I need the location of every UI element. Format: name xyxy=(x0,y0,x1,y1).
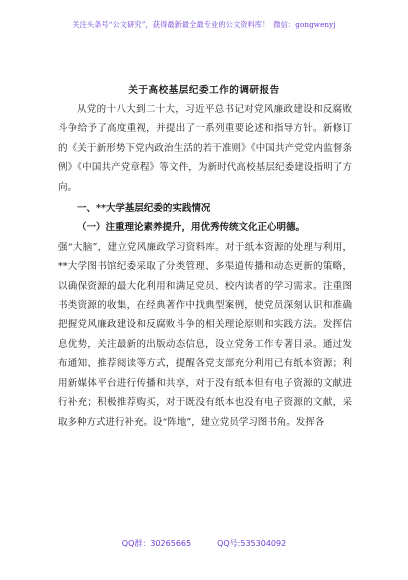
section-heading: 一、**大学基层纪委的实践情况 xyxy=(77,203,211,215)
header-notice-text: 关注头条号“公文研究”，获得最新最全最专业的公文资料库！ xyxy=(72,20,270,29)
header-wechat-text: 微信：gongwenyj xyxy=(273,20,336,29)
page-footer xyxy=(0,538,408,549)
subsection-body-paragraph: 强“大脑”，建立党风廉政学习资料库。对于纸本资源的处理与利用，**大学图书馆纪委采取了分类管理、多渠道传播和动态更新的策略，以确保资源的最大化利用和满足党员、校内读者的学习需求。注重图书类资源的收集，在经典著作中找典型案例，使党员深刻认识和准确把握党风廉政建设和反腐败斗争的相关理论原则和实践方法。发挥信息优势，关注最新的出版动态信息，设立党务工作专著目录。通过发布通知、推荐阅读等方式，提醒各党支部充分利用已有纸本资源；利用新媒体平台进行传播和共享，对于没有纸本但有电子资源的文献进行补充；积极推荐购买，对于既没有纸本也没有电子资源的文献，采取多种方式进行补充。设“阵地”，建立党员学习图书角。发挥各 xyxy=(58,241,352,428)
document-body xyxy=(58,100,352,432)
footer-qq-number: QQ号:535304092 xyxy=(217,539,287,548)
intro-paragraph: 从党的十八大到二十大，习近平总书记对党风廉政建设和反腐败斗争给予了高度重视，并提出了一系列重要论述和指导方针。新修订的《关于新形势下党内政治生活的若干准则》《中国共产党党内监督条例》《中国共产党章程》等文件，为新时代高校基层纪委建设指明了方向。 xyxy=(58,104,352,193)
footer-qq-group: QQ群：30265665 xyxy=(121,539,192,548)
subsection-heading: （一）注重理论素养提升，用优秀传统文化正心明德。 xyxy=(77,222,306,234)
page-header-notice xyxy=(0,20,408,30)
document-title: 关于高校基层纪委工作的调研报告 xyxy=(128,85,280,96)
